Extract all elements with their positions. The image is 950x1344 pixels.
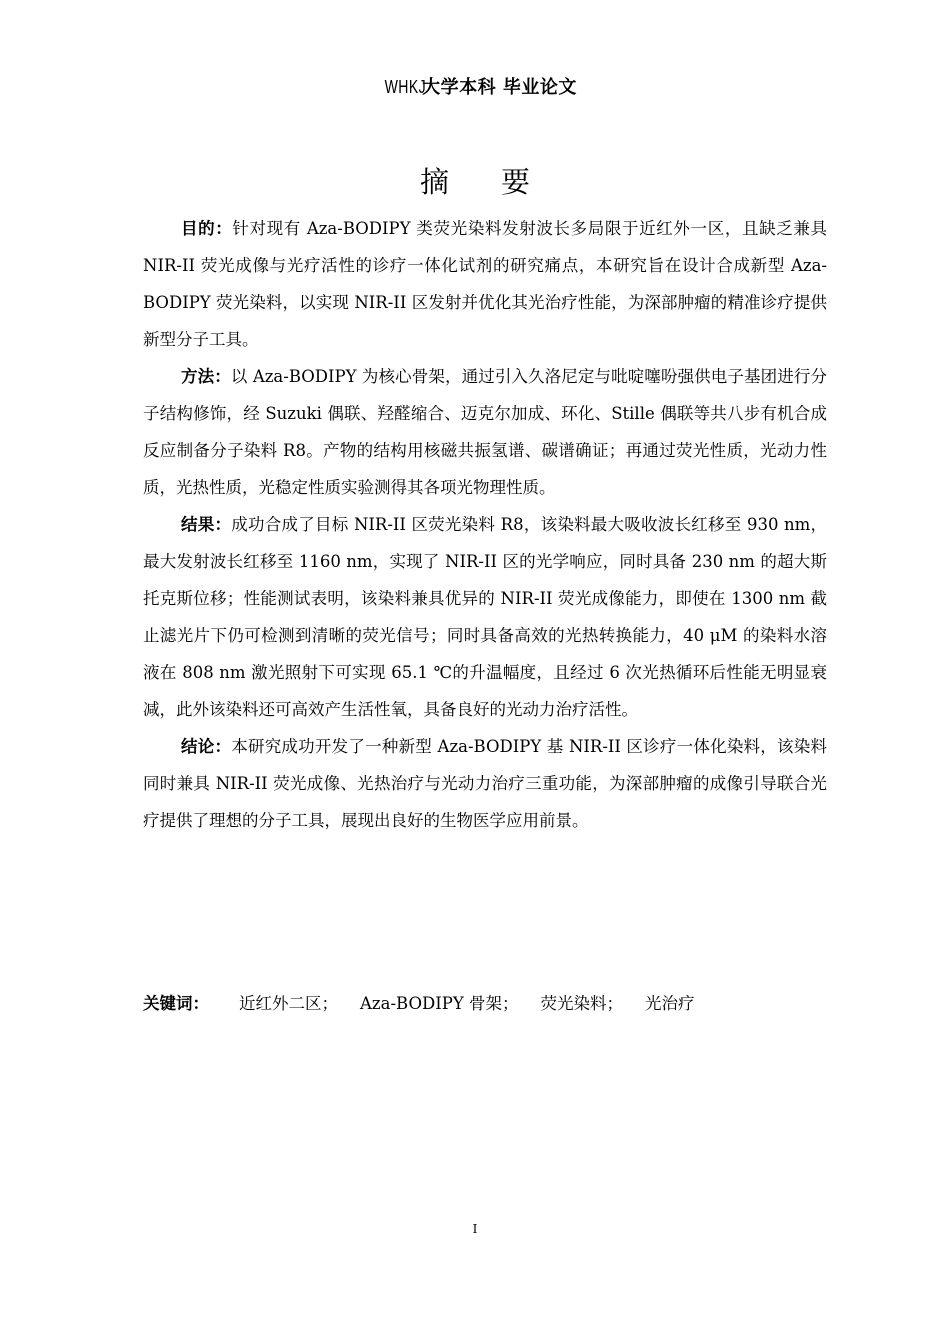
page-header — [0, 73, 950, 99]
section-text: 针对现有 Aza-BODIPY 类荧光染料发射波长多局限于近红外一区，且缺乏兼具 NIR-II 荧光成像与光疗活性的诊疗一体化试剂的研究痛点，本研究旨在设计合成新型 Aza-BODIPY 荧光染料，以实现 NIR-II 区发射并优化其光治疗性能，为深部肿瘤的精准诊疗提供新型分子工具。 — [143, 219, 827, 349]
section-text: 成功合成了目标 NIR-II 区荧光染料 R8，该染料最大吸收波长红移至 930 nm，最大发射波长红移至 1160 nm，实现了 NIR-II 区的光学响应，同时具备 230 nm 的超大斯托克斯位移；性能测试表明，该染料兼具优异的 NIR-II 荧光成像能力，即使在 1300 nm 截止滤光片下仍可检测到清晰的荧光信号；同时具备高效的光热转换能力，40 μM 的染料水溶液在 808 nm 激光照射下可实现 65.1 ℃的升温幅度，且经过 6 次光热循环后性能无明显衰减，此外该染料还可高效产生活性氧，具备良好的光动力治疗活性。 — [143, 515, 828, 719]
section-label: 结论： — [181, 737, 232, 756]
section-conclusion — [143, 728, 827, 839]
section-text: 以 Aza-BODIPY 为核心骨架，通过引入久洛尼定与吡啶噻吩强供电子基团进行分子结构修饰，经 Suzuki 偶联、羟醛缩合、迈克尔加成、环化、Stille 偶联等共八步有机合成反应制备分子染料 R8。产物的结构用核磁共振氢谱、碳谱确证；再通过荧光性质，光动力性质，光热性质，光稳定性质实验测得其各项光物理性质。 — [143, 367, 827, 497]
keyword: 近红外二区； — [239, 994, 338, 1013]
header-suffix: 大学本科 毕业论文 — [422, 77, 577, 98]
section-text: 本研究成功开发了一种新型 Aza-BODIPY 基 NIR-II 区诊疗一体化染料，该染料同时兼具 NIR-II 荧光成像、光热治疗与光动力治疗三重功能，为深部肿瘤的成像引导联合光疗提供了理想的分子工具，展现出良好的生物医学应用前景。 — [143, 737, 827, 830]
abstract-body — [143, 210, 827, 839]
keywords-line — [143, 985, 827, 1022]
school-name: WHKJ — [384, 77, 427, 97]
abstract-title: 摘要 — [419, 165, 582, 199]
section-label: 方法： — [181, 367, 231, 386]
keywords-label: 关键词： — [143, 994, 209, 1013]
keyword: Aza-BODIPY 骨架； — [360, 994, 519, 1013]
section-method — [143, 358, 827, 506]
keyword: 光治疗 — [644, 994, 695, 1013]
section-label: 目的： — [181, 219, 233, 238]
section-purpose — [143, 210, 827, 358]
page-number: I — [472, 1222, 478, 1236]
section-result — [143, 506, 827, 728]
section-label: 结果： — [181, 515, 232, 534]
keyword: 荧光染料； — [540, 994, 623, 1013]
